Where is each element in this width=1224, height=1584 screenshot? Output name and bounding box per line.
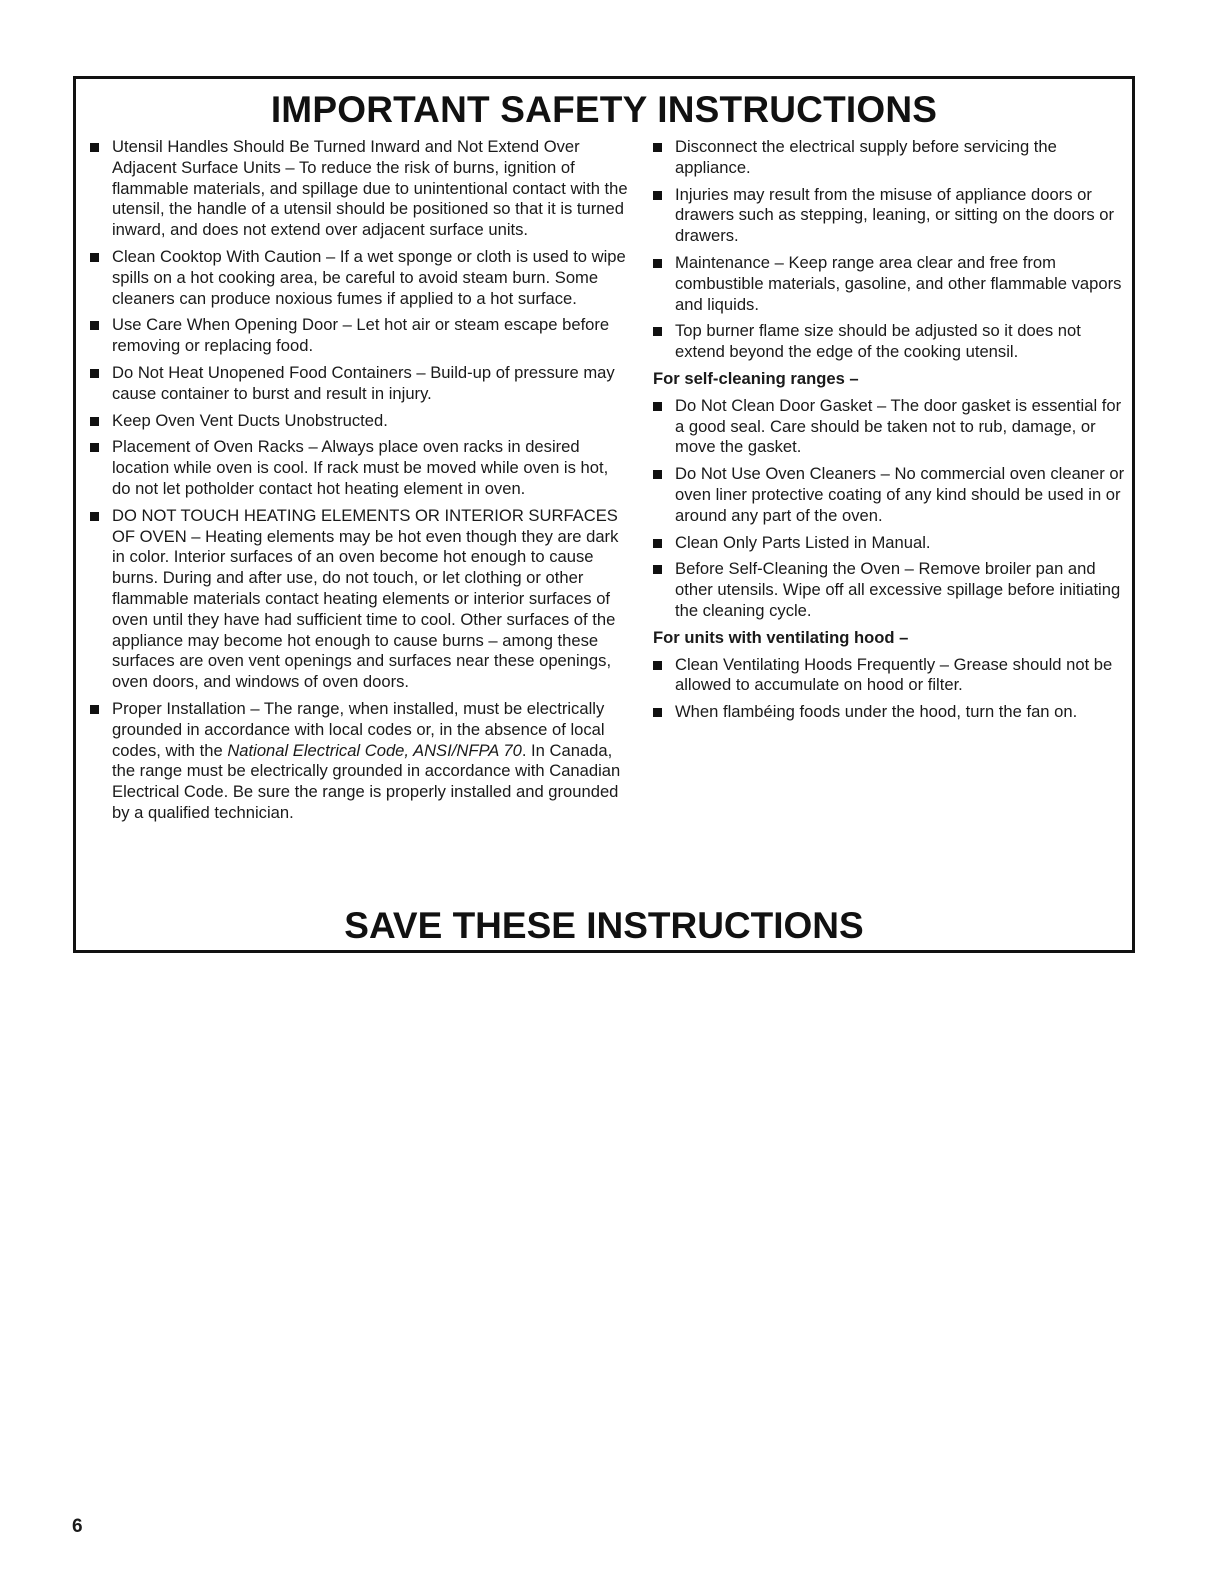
list-item — [90, 506, 630, 693]
square-bullet-icon — [90, 143, 99, 152]
list-item — [653, 253, 1125, 315]
item-text: Clean Ventilating Hoods Frequently – Grease should not be allowed to accumulate on hood or filter. — [675, 654, 1113, 695]
item-text: Disconnect the electrical supply before servicing the appliance. — [675, 137, 1057, 177]
ventilating-hood-heading: For units with ventilating hood – — [653, 627, 909, 647]
item-text: Do Not Use Oven Cleaners – No commercial oven cleaner or oven liner protective coating of any kind should be used in or around any part of the oven. — [675, 464, 1125, 525]
list-item — [653, 396, 1125, 458]
square-bullet-icon — [653, 327, 662, 336]
item-text: Clean Only Parts Listed in Manual. — [675, 532, 931, 552]
list-item — [653, 185, 1125, 247]
item-text: Maintenance – Keep range area clear and free from combustible materials, gasoline, and other flammable vapors and liquids. — [675, 252, 1122, 314]
list-item — [90, 247, 630, 309]
square-bullet-icon — [653, 565, 662, 574]
item-text: Before Self-Cleaning the Oven – Remove broiler pan and other utensils. Wipe off all excessive spillage before initiating the cleaning cycle. — [675, 559, 1121, 620]
installation-text-after: . In Canada, the range must be electrically grounded in accordance with Canadian Electrical Code. Be sure the range is properly installed and grounded by a qualified technician. — [112, 740, 621, 822]
list-item — [653, 655, 1125, 697]
square-bullet-icon — [90, 705, 99, 714]
safety-title: IMPORTANT SAFETY INSTRUCTIONS — [270, 89, 938, 130]
square-bullet-icon — [653, 661, 662, 670]
item-text: DO NOT TOUCH HEATING ELEMENTS OR INTERIOR SURFACES OF OVEN – Heating elements may be hot even though they are dark in color. Interior surfaces of an oven become hot enough to cause burns. During and after use, do not touch, or let clothing or other flammable materials contact heating elements or interior surfaces of oven until they have had sufficient time to cool. Other surfaces of the appliance may become hot enough to cause burns – among these surfaces are oven vent openings and surfaces near these openings, oven doors, and windows of oven doors. — [112, 505, 619, 692]
list-item — [90, 411, 630, 432]
item-text: Utensil Handles Should Be Turned Inward and Not Extend Over Adjacent Surface Units – To reduce the risk of burns, ignition of flammable materials, and spillage due to unintentional contact with the utensil, the handle of a utensil should be positioned so that it is turned inward, and does not extend over adjacent surface units. — [112, 137, 628, 240]
list-item — [653, 321, 1125, 363]
list-item — [90, 315, 630, 357]
item-text: Keep Oven Vent Ducts Unobstructed. — [112, 410, 388, 430]
item-text: Top burner flame size should be adjusted so it does not extend beyond the edge of the cooking utensil. — [675, 321, 1081, 362]
item-text: Placement of Oven Racks – Always place oven racks in desired location while oven is cool. If rack must be moved while oven is hot, do not let potholder contact hot heating element in oven. — [112, 437, 609, 498]
list-item — [653, 559, 1125, 621]
list-item-installation — [90, 699, 630, 824]
square-bullet-icon — [653, 539, 662, 548]
square-bullet-icon — [653, 191, 662, 200]
square-bullet-icon — [653, 143, 662, 152]
list-item — [653, 533, 1125, 554]
square-bullet-icon — [90, 253, 99, 262]
item-text: When flambéing foods under the hood, turn the fan on. — [675, 702, 1078, 722]
square-bullet-icon — [90, 512, 99, 521]
list-item — [653, 702, 1125, 723]
square-bullet-icon — [653, 259, 662, 268]
square-bullet-icon — [653, 402, 662, 411]
item-text: Use Care When Opening Door – Let hot air or steam escape before removing or replacing food. — [112, 315, 610, 356]
square-bullet-icon — [90, 369, 99, 378]
list-item — [90, 363, 630, 405]
square-bullet-icon — [90, 321, 99, 330]
square-bullet-icon — [653, 708, 662, 717]
installation-text-before: Proper Installation – The range, when installed, must be electrically grounded in accordance with local codes or, in the absence of local codes, with the — [112, 698, 605, 760]
item-text: Do Not Clean Door Gasket – The door gasket is essential for a good seal. Care should be taken not to rub, damage, or move the gasket. — [675, 395, 1122, 457]
item-text: Injuries may result from the misuse of appliance doors or drawers such as stepping, leaning, or sitting on the doors or drawers. — [675, 184, 1115, 246]
item-text: Clean Cooktop With Caution – If a wet sponge or cloth is used to wipe spills on a hot cooking area, be careful to avoid steam burn. Some cleaners can produce noxious fumes if applied to a hot surface. — [112, 246, 626, 308]
self-cleaning-heading: For self-cleaning ranges – — [653, 368, 859, 388]
square-bullet-icon — [653, 470, 662, 479]
right-column — [653, 137, 1125, 729]
list-item — [90, 437, 630, 499]
save-instructions-footer: SAVE THESE INSTRUCTIONS — [344, 905, 864, 946]
item-text: Do Not Heat Unopened Food Containers – Build-up of pressure may cause container to burst and result in injury. — [112, 362, 615, 403]
page-number: 6 — [72, 1516, 83, 1537]
square-bullet-icon — [90, 417, 99, 426]
list-item — [90, 137, 630, 241]
left-column — [90, 137, 630, 830]
square-bullet-icon — [90, 443, 99, 452]
list-item — [653, 464, 1125, 526]
safety-instructions-box — [73, 76, 1135, 953]
installation-code-reference: National Electrical Code, ANSI/NFPA 70 — [227, 740, 522, 760]
list-item — [653, 137, 1125, 179]
